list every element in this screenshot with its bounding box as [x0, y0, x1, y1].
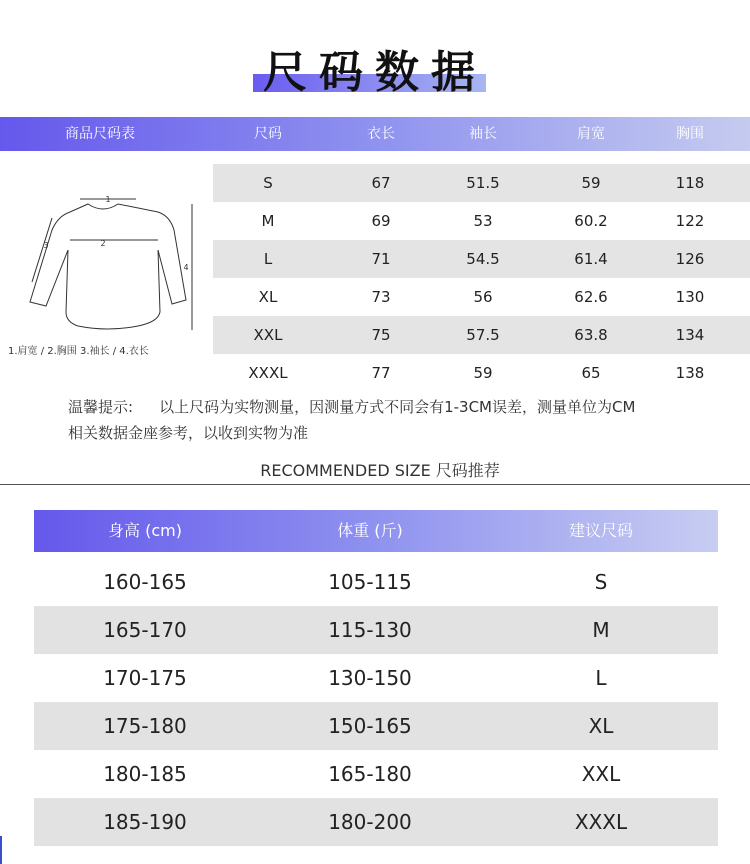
- diagram-label-2: 2: [100, 239, 106, 248]
- cell-shoulder: 63.8: [574, 326, 608, 344]
- cell-chest: 138: [675, 364, 705, 382]
- cell-sleeve: 54.5: [466, 250, 500, 268]
- cell-weight: 165-180: [328, 762, 412, 786]
- cell-size: L: [263, 250, 273, 268]
- title-section: [0, 0, 750, 110]
- cell-weight: 115-130: [328, 618, 412, 642]
- cell-length: 71: [371, 250, 391, 268]
- cell-height: 160-165: [103, 570, 187, 594]
- cell-height: 165-170: [103, 618, 187, 642]
- cell-shoulder: 61.4: [574, 250, 608, 268]
- diagram-label-1: 1: [105, 195, 111, 204]
- measurement-note: [68, 394, 728, 446]
- cell-length: 75: [371, 326, 391, 344]
- diagram-label-4: 4: [183, 263, 189, 272]
- cell-suggested-size: XL: [588, 714, 614, 738]
- cell-size: M: [261, 212, 275, 230]
- header-shoulder: 肩宽: [577, 126, 605, 142]
- cell-size: XXXL: [248, 364, 288, 382]
- cell-weight: 130-150: [328, 666, 412, 690]
- table-row: [34, 750, 718, 798]
- header-sleeve: 袖长: [469, 126, 497, 142]
- section-divider: [0, 484, 750, 485]
- table-row: [213, 354, 750, 392]
- cell-chest: 134: [675, 326, 705, 344]
- cell-shoulder: 65: [581, 364, 601, 382]
- size-table-header: [0, 117, 750, 151]
- cell-sleeve: 53: [473, 212, 493, 230]
- table-row: [34, 654, 718, 702]
- note-line-1: 以上尺码为实物测量，因测量方式不同会有1-3CM误差，测量单位为CM: [159, 398, 636, 416]
- garment-measurement-diagram: [8, 190, 208, 360]
- header-product-size: 商品尺码表: [65, 126, 135, 142]
- note-line-2: 相关数据金座参考，以收到实物为准: [68, 424, 309, 442]
- diagram-legend: 1.肩宽 / 2.胸围 3.袖长 / 4.衣长: [8, 346, 149, 357]
- sleeve-measure-line: [32, 218, 52, 282]
- cell-size: S: [263, 174, 273, 192]
- note-label: 温馨提示:: [68, 398, 134, 416]
- cell-suggested-size: S: [594, 570, 608, 594]
- table-row: [34, 558, 718, 606]
- header-chest: 胸围: [676, 126, 704, 142]
- cell-sleeve: 59: [473, 364, 493, 382]
- page-title: 尺码数据: [263, 47, 487, 98]
- cell-shoulder: 62.6: [574, 288, 608, 306]
- cell-chest: 130: [675, 288, 705, 306]
- cell-chest: 122: [675, 212, 705, 230]
- cell-sleeve: 56: [473, 288, 493, 306]
- cell-height: 180-185: [103, 762, 187, 786]
- cell-weight: 105-115: [328, 570, 412, 594]
- header-height: 身高 (cm): [108, 521, 182, 540]
- cell-height: 185-190: [103, 810, 187, 834]
- cell-shoulder: 60.2: [574, 212, 608, 230]
- cell-shoulder: 59: [581, 174, 601, 192]
- cell-suggested-size: XXXL: [574, 810, 628, 834]
- header-length: 衣长: [367, 126, 395, 142]
- cell-height: 170-175: [103, 666, 187, 690]
- header-suggested-size: 建议尺码: [568, 521, 633, 540]
- cell-suggested-size: XXL: [581, 762, 621, 786]
- table-row: [213, 316, 750, 354]
- recommended-size-title: RECOMMENDED SIZE 尺码推荐: [260, 461, 500, 480]
- cell-length: 73: [371, 288, 391, 306]
- cell-length: 67: [371, 174, 391, 192]
- cell-size: XL: [258, 288, 278, 306]
- cell-length: 69: [371, 212, 391, 230]
- cell-chest: 126: [675, 250, 705, 268]
- cell-weight: 150-165: [328, 714, 412, 738]
- table-row: [213, 278, 750, 316]
- cell-height: 175-180: [103, 714, 187, 738]
- table-row: [34, 606, 718, 654]
- table-row: [213, 202, 750, 240]
- cell-sleeve: 57.5: [466, 326, 500, 344]
- table-row: [34, 702, 718, 750]
- cell-size: XXL: [253, 326, 283, 344]
- cell-suggested-size: M: [592, 618, 610, 642]
- recommend-table-header: [34, 510, 718, 552]
- cell-weight: 180-200: [328, 810, 412, 834]
- table-row: [34, 798, 718, 846]
- cell-suggested-size: L: [595, 666, 607, 690]
- shirt-outline: [30, 204, 189, 329]
- edge-accent-mark: [0, 836, 2, 864]
- cell-sleeve: 51.5: [466, 174, 500, 192]
- cell-length: 77: [371, 364, 391, 382]
- table-row: [213, 164, 750, 202]
- cell-chest: 118: [675, 174, 705, 192]
- header-size: 尺码: [254, 126, 282, 142]
- table-row: [213, 240, 750, 278]
- header-weight: 体重 (斤): [337, 521, 403, 540]
- diagram-label-3: 3: [43, 241, 49, 250]
